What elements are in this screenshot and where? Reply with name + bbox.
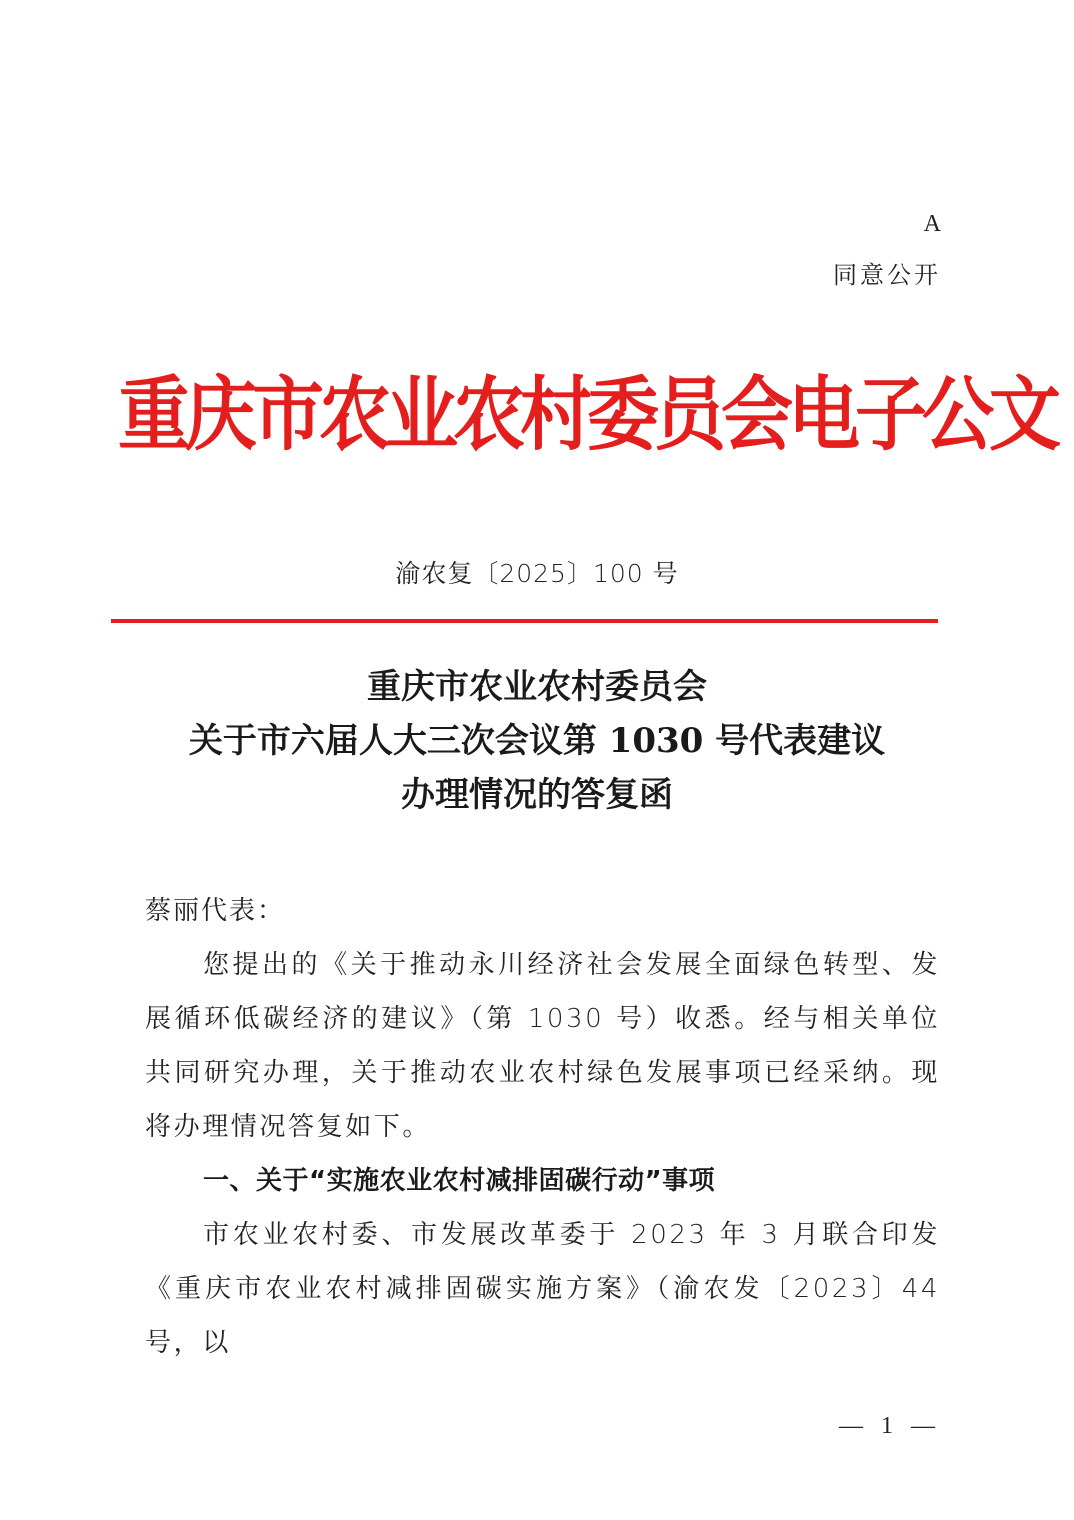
title-line-1: 重庆市农业农村委员会 [367,667,707,707]
title-line-3: 办理情况的答复函 [401,775,673,815]
disclosure-marker: 同意公开 [833,261,941,289]
document-number: 渝农复〔2025〕100 号 [395,559,679,588]
document-body [145,884,940,1370]
agency-banner: 重庆市农业农村委员会电子公文 [118,367,1057,462]
title-line-2: 关于市六届人大三次会议第 1030 号代表建议 [188,721,886,761]
page-number: — 1 — [839,1413,941,1439]
red-divider-line [111,619,938,623]
body-paragraph-1: 您提出的《关于推动永川经济社会发展全面绿色转型、发展循环低碳经济的建议》（第 1030 号）收悉。经与相关单位共同研究办理，关于推动农业农村绿色发展事项已经采纳。现将办理情况答复如下。 [145,950,940,1142]
document-title [0,660,1074,822]
salutation: 蔡丽代表： [145,896,286,926]
section-heading-1: 一、关于“实施农业农村减排固碳行动”事项 [203,1166,716,1196]
confidentiality-level-marker: A [923,211,941,237]
body-paragraph-2: 市农业农村委、市发展改革委于 2023 年 3 月联合印发《重庆市农业农村减排固碳实施方案》（渝农发〔2023〕44 号，以 [145,1220,940,1358]
